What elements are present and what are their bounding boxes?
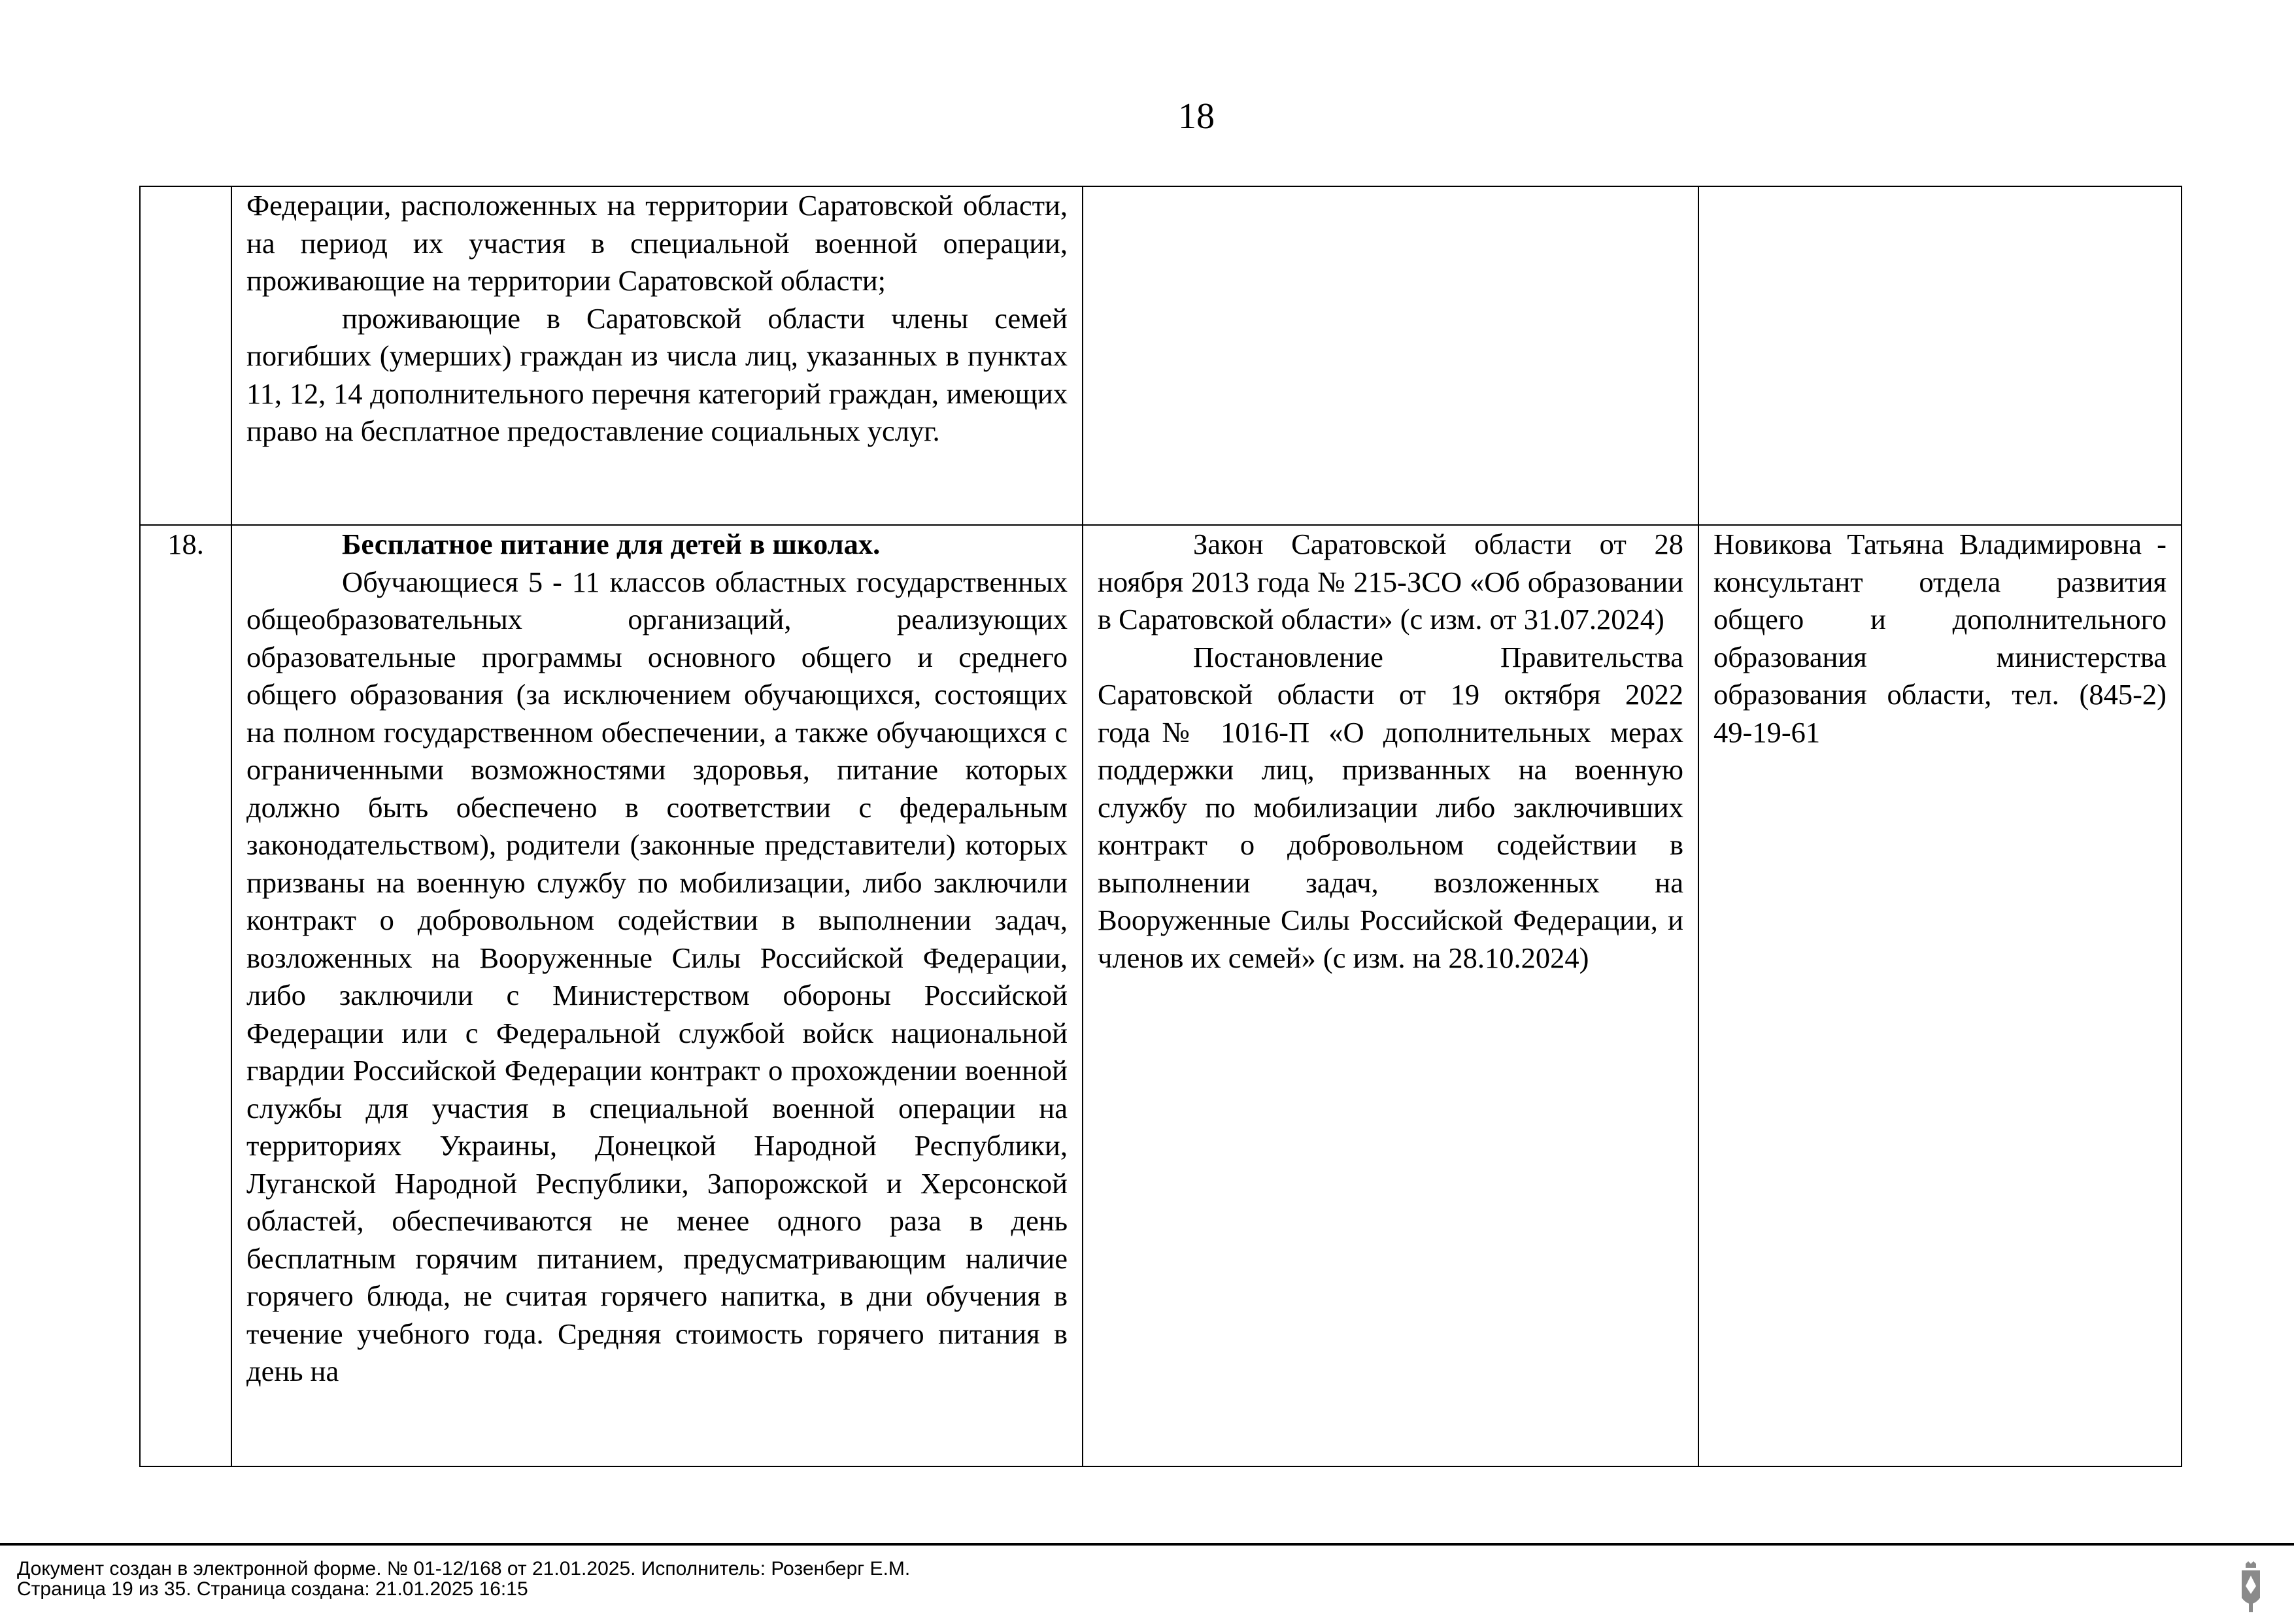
- table-row: [140, 186, 2182, 525]
- benefits-table: [139, 186, 2182, 1467]
- legal-basis-paragraph: Закон Саратовской области от 28 ноября 2013 года № 215-ЗСО «Об образовании в Саратовской области» (с изм. от 31.07.2024): [1098, 528, 1683, 635]
- description-paragraph: Обучающиеся 5 - 11 классов областных государственных общеобразовательных организаций, реализующих образовательные программы основного общего и среднего общего образования (за исключением обучающихся, состоящих на полном государственном обеспечении, а также обучающихся с ограниченными возможностями здоровья, питание которых должно быть обеспечено в соответствии с федеральным законодательством), родители (законные представители) которых призваны на военную службу по мобилизации, либо заключили контракт о добровольном содействии в выполнении задач, возложенных на Вооруженные Силы Российской Федерации, либо заключили с Министерством обороны Российской Федерации или с Федеральной службой войск национальной гвардии Российской Федерации контракт о прохождении военной службы для участия в специальной военной операции на территориях Украины, Донецкой Народной Республики, Луганской Народной Республики, Запорожской и Херсонской областей, обеспечиваются не менее одного раза в день бесплатным горячим питанием, предусматривающим наличие горячего блюда, не считая горячего напитка, в дни обучения в течение учебного года. Средняя стоимость горячего питания в день на: [246, 565, 1068, 1387]
- contact-cell: [1698, 186, 2182, 525]
- description-cell: [231, 525, 1083, 1466]
- footer-page-info: Страница 19 из 35. Страница создана: 21.01.2025 16:15: [17, 1578, 528, 1600]
- legal-basis-cell: [1083, 525, 1698, 1466]
- coat-of-arms-icon: [2236, 1560, 2265, 1616]
- row-number-cell: [140, 186, 231, 525]
- row-number-cell: 18.: [140, 525, 231, 1466]
- description-cell: [231, 186, 1083, 525]
- legal-basis-cell: [1083, 186, 1698, 525]
- document-footer: [0, 1543, 2294, 1624]
- contact-cell: [1698, 525, 2182, 1466]
- page-number: 18: [1178, 96, 1215, 137]
- description-paragraph: проживающие в Саратовской области члены семей погибших (умерших) граждан из числа лиц, указанных в пунктах 11, 12, 14 дополнительного перечня категорий граждан, имеющих право на бесплатное предоставление социальных услуг.: [246, 301, 1068, 447]
- table-row: [140, 525, 2182, 1466]
- benefit-title: Бесплатное питание для детей в школах.: [342, 528, 881, 560]
- footer-document-info: Документ создан в электронной форме. № 01-12/168 от 21.01.2025. Исполнитель: Розенберг Е.М.: [17, 1558, 911, 1580]
- legal-basis-paragraph: Постановление Правительства Саратовской области от 19 октября 2022 года№ 1016-П «О дополнительных мерах поддержки лиц, призванных на военную службу по мобилизации либо заключивших контракт о добровольном содействии в выполнении задач, возложенных на Вооруженные Силы Российской Федерации, и членов их семей» (с изм. на 28.10.2024): [1098, 640, 1683, 974]
- contact-text: Новикова Татьяна Владимировна - консультант отдела развития общего и дополнительного образования министерства образования области, тел. (845-2) 49-19-61: [1713, 528, 2167, 749]
- description-paragraph: Федерации, расположенных на территории Саратовской области, на период их участия в специальной военной операции, проживающие на территории Саратовской области;: [246, 189, 1068, 297]
